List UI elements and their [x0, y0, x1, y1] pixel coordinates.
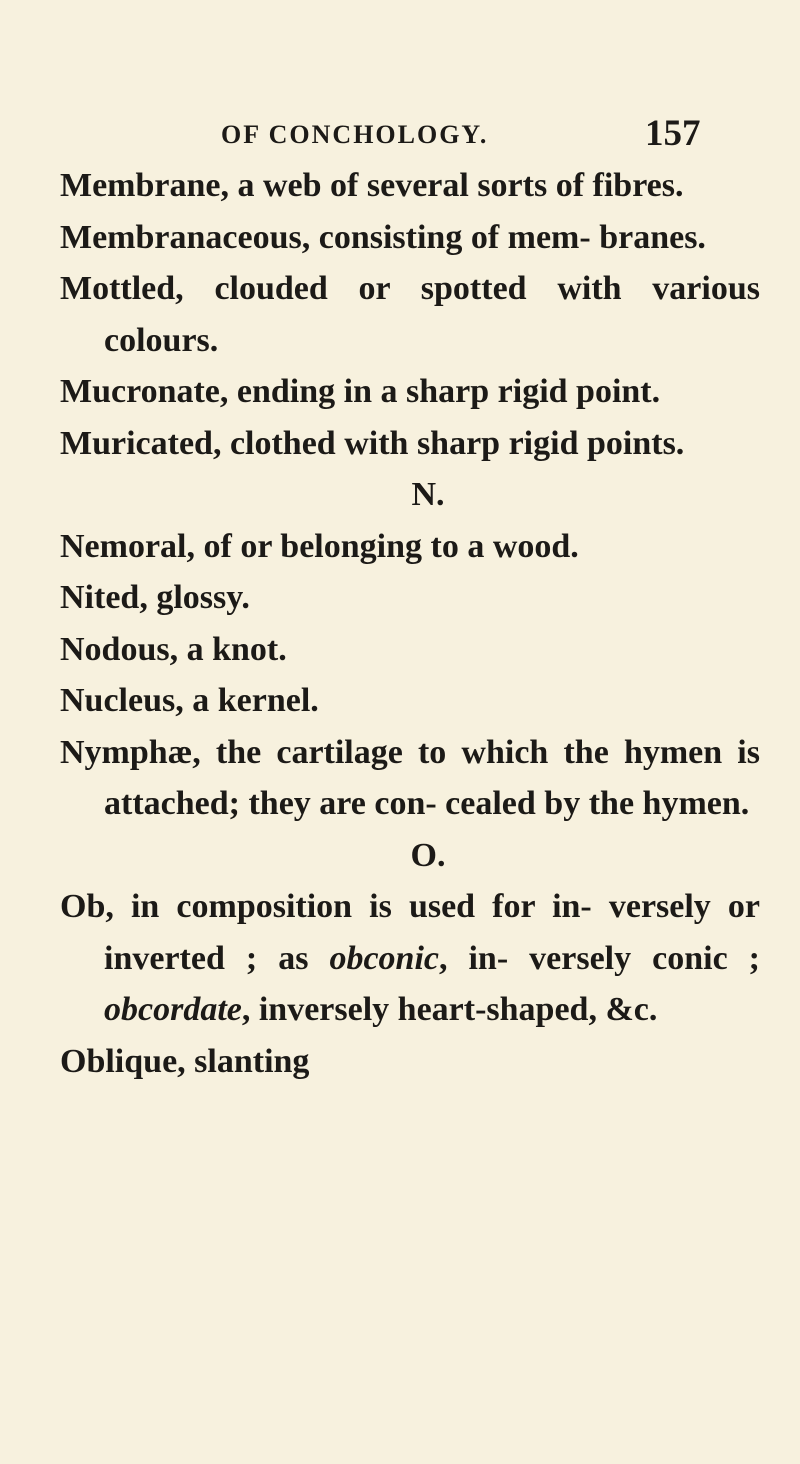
glossary-entry-mucronate: Mucronate, ending in a sharp rigid point. — [60, 373, 661, 410]
glossary-entry-ob — [60, 881, 760, 1036]
section-heading-o: O. — [410, 836, 446, 874]
page-number: 157 — [645, 113, 701, 154]
ob-entry-text-1: Ob, in composition is used for in- versely or inverted ; as — [60, 888, 760, 977]
section-heading-n: N. — [411, 476, 445, 513]
ob-entry-text-2: , in- versely conic ; — [438, 939, 760, 977]
running-head — [0, 112, 800, 156]
glossary-entry-membranaceous: Membranaceous, consisting of mem- branes. — [60, 218, 706, 256]
glossary-entry-membrane: Membrane, a web of several sorts of fibres. — [60, 167, 684, 204]
glossary-entry-nited: Nited, glossy. — [60, 579, 250, 616]
ob-entry-term-obcordate: obcordate — [104, 991, 242, 1028]
glossary-entry-nucleus: Nucleus, a kernel. — [60, 682, 319, 719]
glossary-entry-muricated: Muricated, clothed with sharp rigid points. — [60, 424, 685, 462]
glossary-entry-oblique: Oblique, slanting — [60, 1042, 310, 1080]
ob-entry-term-obconic: obconic — [329, 939, 439, 977]
glossary-entry-nodous: Nodous, a knot. — [60, 630, 287, 668]
running-head-title: OF CONCHOLOGY. — [221, 120, 489, 149]
glossary-entry-nemoral: Nemoral, of or belonging to a wood. — [60, 527, 579, 565]
glossary-text — [60, 160, 760, 1087]
ob-entry-text-3: , inversely heart-shaped, &c. — [241, 991, 658, 1028]
glossary-entry-mottled: Mottled, clouded or spotted with various colours. — [60, 270, 760, 359]
glossary-entry-nymphae: Nymphæ, the cartilage to which the hymen is attached; they are con- cealed by the hymen. — [60, 733, 760, 822]
